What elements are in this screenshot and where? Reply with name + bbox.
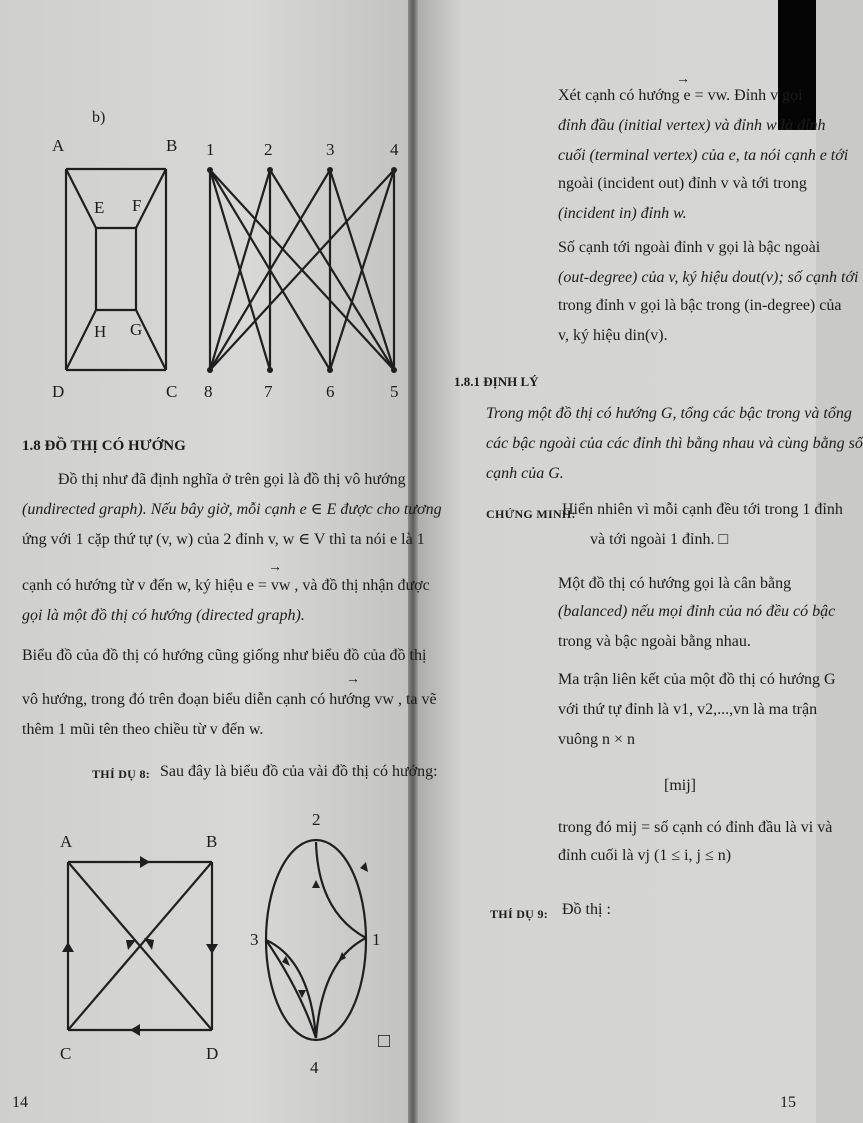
vertex-label-1-directed: 1 <box>372 930 381 949</box>
theorem-line2: các bậc ngoài của các đỉnh thì bằng nhau và cùng bằng số <box>486 435 863 452</box>
vertex-label-D-directed: D <box>206 1044 219 1063</box>
vertex-label-7: 7 <box>264 382 273 401</box>
right-para4-line2: với thứ tự đỉnh là v1, v2,...,vn là ma trận <box>558 701 818 718</box>
proof-label: CHỨNG MINH: <box>486 507 576 521</box>
right-para3-line3: trong và bậc ngoài bằng nhau. <box>558 633 751 650</box>
right-para1-line5: (incident in) đỉnh w. <box>558 205 687 222</box>
vector-arrow-vw-right: → <box>676 72 690 87</box>
vertex-label-3-directed: 3 <box>250 930 259 949</box>
directed-graphs-figure <box>0 0 414 1123</box>
proof-line1: Hiển nhiên vì mỗi cạnh đều tới trong 1 đỉnh <box>562 501 843 518</box>
section-heading: 1.8 ĐỒ THỊ CÓ HƯỚNG <box>22 438 186 454</box>
example-9-label: THÍ DỤ 9: <box>490 907 549 921</box>
right-para3-line1: Một đồ thị có hướng gọi là cân bằng <box>558 575 792 592</box>
right-para2-line1: Số cạnh tới ngoài đỉnh v gọi là bậc ngoài <box>558 239 821 256</box>
vector-arrow-vw: → <box>268 560 282 575</box>
vertex-label-C: C <box>166 382 178 401</box>
vertex-label-C-directed: C <box>60 1044 72 1063</box>
right-para2-line3: trong đỉnh v gọi là bậc trong (in-degree) của <box>558 297 842 314</box>
vertex-label-5: 5 <box>390 382 399 401</box>
right-para4-line3: vuông n × n <box>558 731 636 748</box>
para1-line2: (undirected graph). Nếu bây giờ, mỗi cạnh e ∈ E được cho tương <box>22 501 442 518</box>
right-para2-line2: (out-degree) của v, ký hiệu dout(v); số cạnh tới <box>558 269 859 286</box>
page-number-left: 14 <box>12 1094 28 1111</box>
right-para4-line1: Ma trận liên kết của một đồ thị có hướng G <box>558 671 836 688</box>
vertex-label-4: 4 <box>390 140 399 159</box>
vertex-label-1: 1 <box>206 140 215 159</box>
figure-b-label: b) <box>92 109 106 126</box>
vertex-label-G: G <box>130 320 143 339</box>
end-of-example-mark: □ <box>378 1030 391 1052</box>
right-para1-line1: Xét cạnh có hướng e = vw. Đỉnh v gọi <box>558 87 803 104</box>
matrix-notation: [mij] <box>664 777 696 794</box>
vertex-label-8: 8 <box>204 382 213 401</box>
right-para1-line3: cuối (terminal vertex) của e, ta nói cạnh e tới <box>558 147 849 164</box>
example-8-label: THÍ DỤ 8: <box>92 767 151 781</box>
example-9-text: Đồ thị : <box>562 901 611 918</box>
vertex-label-2: 2 <box>264 140 273 159</box>
vertex-label-3: 3 <box>326 140 335 159</box>
right-para3-line2: (balanced) nếu mọi đỉnh của nó đều có bậc <box>558 603 836 620</box>
para1-line5: gọi là một đồ thị có hướng (directed graph). <box>22 607 305 624</box>
scan-edge-mark <box>778 0 816 130</box>
example-8-text: Sau đây là biểu đồ của vài đồ thị có hướng: <box>160 763 438 780</box>
vector-arrow-vw-2: → <box>346 672 360 687</box>
vertex-label-B: B <box>166 136 178 155</box>
right-para5-line1: trong đó mij = số cạnh có đỉnh đầu là vi và <box>558 819 833 836</box>
right-para1-line4: ngoài (incident out) đỉnh v và tới trong <box>558 175 807 192</box>
vertex-label-E: E <box>94 198 105 217</box>
para2-line1: Biểu đồ của đồ thị có hướng cũng giống như biểu đồ của đồ thị <box>22 647 427 664</box>
right-para5-line2: đỉnh cuối là vj (1 ≤ i, j ≤ n) <box>558 847 732 864</box>
vertex-label-A-directed: A <box>60 832 73 851</box>
para2-line2: vô hướng, trong đó trên đoạn biểu diễn cạnh có hướng vw , ta vẽ <box>22 691 437 708</box>
proof-line2: và tới ngoài 1 đỉnh. □ <box>590 531 729 548</box>
vertex-label-H: H <box>94 322 107 341</box>
vertex-label-6: 6 <box>326 382 335 401</box>
vertex-label-B-directed: B <box>206 832 218 851</box>
vertex-label-F: F <box>132 196 142 215</box>
para1-line3: ứng với 1 cặp thứ tự (v, w) của 2 đỉnh v, w ∈ V thì ta nói e là 1 <box>22 531 425 548</box>
vertex-label-A: A <box>52 136 65 155</box>
right-para2-line4: v, ký hiệu din(v). <box>558 327 668 344</box>
vertex-label-2-directed: 2 <box>312 810 321 829</box>
right-page <box>414 0 816 1123</box>
theorem-heading: 1.8.1 ĐỊNH LÝ <box>454 374 539 389</box>
para2-line3: thêm 1 mũi tên theo chiều từ v đến w. <box>22 721 264 738</box>
vertex-label-D: D <box>52 382 65 401</box>
page-number-right: 15 <box>780 1094 796 1111</box>
para1-line1: Đồ thị như đã định nghĩa ở trên gọi là đồ thị vô hướng <box>58 471 406 488</box>
vertex-label-4-directed: 4 <box>310 1058 319 1077</box>
theorem-line3: cạnh của G. <box>486 465 564 482</box>
para1-line4: cạnh có hướng từ v đến w, ký hiệu e = vw , và đồ thị nhận được <box>22 577 430 594</box>
right-para1-line2: đỉnh đầu (initial vertex) và đỉnh w là đỉnh <box>558 117 826 134</box>
theorem-line1: Trong một đồ thị có hướng G, tổng các bậc trong và tổng <box>486 405 852 422</box>
